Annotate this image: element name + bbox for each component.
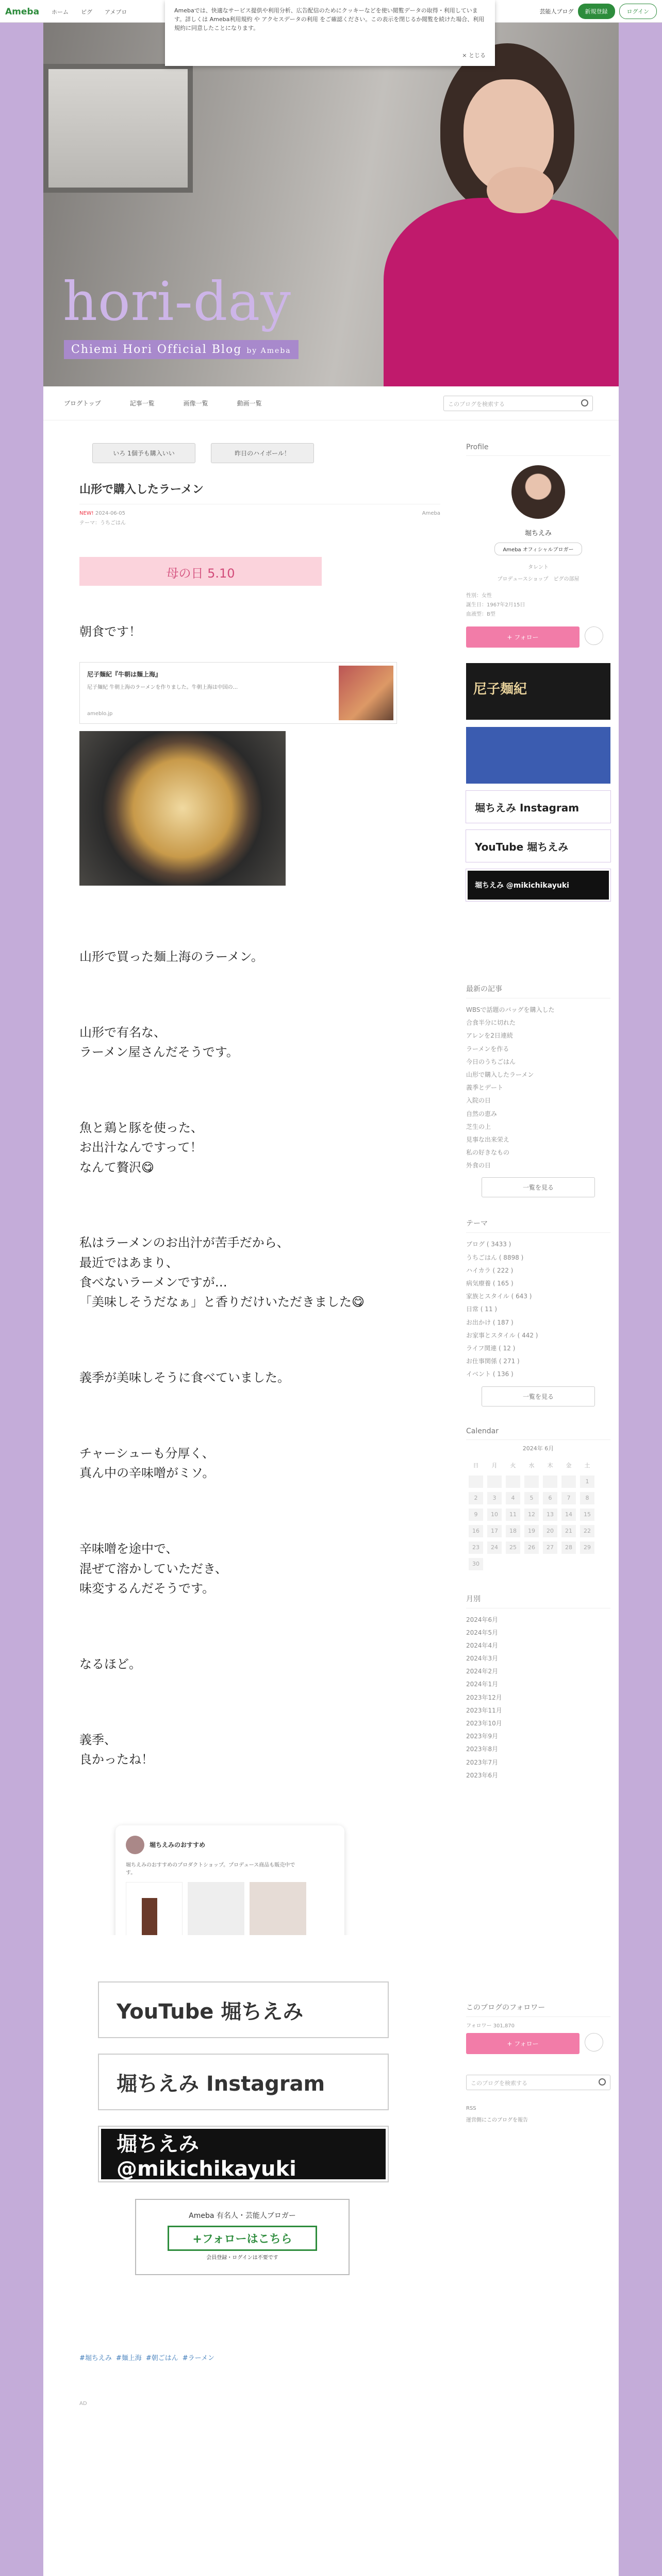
more-options-button[interactable] (585, 626, 603, 645)
follower-heading: このブログのフォロワー (466, 2002, 610, 2017)
para-6: 義季が美味しそうに食べていました。 (79, 1370, 290, 1385)
promo-title: Ameba 有名人・芸能人ブロガー (189, 2212, 296, 2220)
calendar-weekday: 水 (523, 1458, 540, 1473)
calendar-day[interactable]: 17 (486, 1523, 503, 1539)
calendar-day[interactable]: 6 (541, 1490, 559, 1506)
calendar-day[interactable]: 12 (523, 1507, 540, 1522)
article (79, 443, 440, 2001)
calendar-day[interactable]: 1 (578, 1474, 596, 1489)
recent-item-9[interactable]: 自然の恵み (466, 1110, 498, 1117)
cookie-text: Amebaでは、快適なサービス提供や利用分析、広告配信のためにクッキーなどを使い閲覧データの取得・利用しています。詳しくは Ameba利用規約 や アクセスデータの利用 をご確認ください。この表示を閉じるか閲覧を続けた場合、利用規約に同意したことになります。 (174, 7, 485, 32)
calendar-day[interactable]: 26 (523, 1540, 540, 1555)
archive-item-5[interactable]: 2024年2月 (466, 1668, 499, 1675)
prev-article-button[interactable]: いろ 1個予も購入いい (92, 443, 195, 463)
profile-info-birthday: 誕生日：1967年2月15日 (466, 602, 525, 608)
calendar-day[interactable]: 3 (486, 1490, 503, 1506)
calendar-weekday: 木 (541, 1458, 559, 1473)
blog-header[interactable] (43, 23, 619, 386)
main-content (43, 420, 619, 1935)
recommend-desc: 堀ちえみのおすすめのプロダクトショップ。プロデュース商品も販売中です。 (126, 1862, 295, 1876)
recent-item-6[interactable]: 山形で購入したラーメン (466, 1071, 534, 1078)
x-banner[interactable]: 堀ちえみ @mikichikayuki (99, 2127, 388, 2181)
signup-button[interactable]: 新規登録 (578, 4, 615, 19)
link-card[interactable] (79, 662, 397, 724)
side-x-banner[interactable]: 堀ちえみ @mikichikayuki (466, 869, 610, 901)
calendar-day[interactable]: 15 (578, 1507, 596, 1522)
archive-item-7[interactable]: 2023年12月 (466, 1693, 502, 1701)
para-8: 辛味噌を途中で、 混ぜて溶かしていただき、 味変するんだそうです。 (79, 1541, 228, 1596)
calendar-day[interactable]: 11 (504, 1507, 522, 1522)
report-link[interactable]: 運営側にこのブログを報告 (466, 2117, 528, 2123)
archive-item-13[interactable]: 2023年6月 (466, 1771, 499, 1779)
recent-item-11[interactable]: 見事な出来栄え (466, 1136, 510, 1143)
theme-item-2[interactable]: うちごはん ( 8898 ) (466, 1253, 524, 1261)
product-2[interactable] (188, 1882, 244, 1944)
recent-item-10[interactable]: 芝生の上 (466, 1123, 491, 1130)
para-1: 朝食です！ (79, 624, 141, 639)
recent-item-13[interactable]: 外食の日 (466, 1162, 491, 1170)
profile-avatar[interactable] (511, 465, 565, 519)
instagram-banner[interactable]: 堀ちえみ Instagram (99, 2055, 388, 2109)
tag-list (79, 2352, 214, 2362)
calendar-day[interactable]: 28 (560, 1540, 577, 1555)
theme-item-5[interactable]: 家族とスタイル ( 643 ) (466, 1293, 532, 1300)
recent-item-2[interactable]: 合食半分に切れた (466, 1019, 516, 1027)
nav-entry-list[interactable]: 記事一覧 (129, 400, 155, 407)
side-instagram-banner[interactable]: 堀ちえみ Instagram (466, 791, 610, 823)
calendar-heading: Calendar (466, 1427, 610, 1440)
calendar-weekday: 金 (560, 1458, 577, 1473)
themes-list (466, 1238, 610, 1381)
calendar-day[interactable]: 10 (486, 1507, 503, 1522)
calendar-day (467, 1474, 485, 1489)
new-badge: NEW! (79, 511, 94, 516)
article-lower (99, 1982, 460, 2275)
tag-4[interactable]: #ラーメン (182, 2354, 214, 2362)
product-3[interactable] (250, 1882, 306, 1944)
themes-more-button[interactable]: 一覧を見る (482, 1386, 595, 1406)
para-2: 山形で買った麺上海のラーメン。 (79, 949, 263, 964)
blog-nav (43, 386, 619, 420)
recent-item-8[interactable]: 入院の日 (466, 1097, 491, 1105)
share-link[interactable]: Ameba (422, 511, 440, 516)
link-card-title: 尼子麺紀『牛朝は麺上海』 (87, 671, 162, 679)
celebrity-blog-link[interactable]: 芸能人ブログ (539, 8, 574, 15)
cookie-close-button[interactable]: × とじる (462, 52, 486, 59)
recent-item-12[interactable]: 私の好きなもの (466, 1149, 510, 1157)
article-title: 山形で購入したラーメン (79, 483, 204, 496)
link-card-thumbnail (339, 666, 393, 720)
recent-item-3[interactable]: アレンを2日連続 (466, 1032, 513, 1040)
article-theme[interactable]: テーマ：うちごはん (79, 520, 126, 526)
calendar-day[interactable]: 5 (523, 1490, 540, 1506)
login-button[interactable]: ログイン (619, 4, 657, 19)
recent-item-4[interactable]: ラーメンを作る (466, 1045, 509, 1053)
calendar-day[interactable]: 9 (467, 1507, 485, 1522)
calendar-day[interactable]: 4 (504, 1490, 522, 1506)
archive-item-1[interactable]: 2024年6月 (466, 1616, 499, 1623)
recent-item-1[interactable]: WBSで話題のバッグを購入した (466, 1006, 555, 1013)
promo-note: 会員登録・ログインは不要です (206, 2255, 278, 2261)
search-icon[interactable] (599, 2078, 606, 2086)
lower-page (43, 1935, 619, 2576)
calendar-day[interactable]: 23 (467, 1540, 485, 1555)
archive-list (466, 1614, 610, 1782)
calendar-month: 2024年 6月 (522, 1445, 554, 1452)
theme-item-10[interactable]: お仕事関係 ( 271 ) (466, 1358, 520, 1365)
side-image-2[interactable] (466, 727, 610, 784)
ameba-follow-promo[interactable] (135, 2199, 350, 2275)
article-date: 2024-06-05 (95, 511, 126, 516)
calendar-day[interactable]: 30 (467, 1556, 485, 1572)
top-nav (52, 8, 127, 16)
blog-title: hori-day (63, 270, 292, 333)
para-5: 私はラーメンのお出汁が苦手だから、 最近ではあまり、 食べないラーメンですが… 「美味しそうだなぁ」と香りだけいただきました😋 (79, 1235, 365, 1310)
theme-item-11[interactable]: イベント ( 136 ) (466, 1370, 514, 1378)
recommend-avatar (126, 1836, 144, 1854)
profile-links[interactable]: プロデュースショップ ピグの部屋 (497, 577, 580, 582)
ramen-photo[interactable] (79, 731, 286, 886)
calendar-day[interactable]: 21 (560, 1523, 577, 1539)
calendar-day[interactable]: 29 (578, 1540, 596, 1555)
para-9: なるほど。 (79, 1656, 141, 1671)
calendar-day (541, 1474, 559, 1489)
promo-follow-label: +フォローはこちら (168, 2226, 317, 2251)
profile-info-blood: 血液型：B型 (466, 612, 495, 617)
calendar-day[interactable]: 25 (504, 1540, 522, 1555)
profile-name[interactable]: 堀ちえみ (524, 530, 552, 537)
header-window (43, 64, 193, 193)
calendar-day (504, 1474, 522, 1489)
blog-subtitle: Chiemi Hori Official Blog by Ameba (64, 340, 299, 359)
nav-blog-top[interactable]: ブログトップ (64, 400, 101, 407)
mothers-day-banner[interactable]: 母の日 5.10 (79, 557, 322, 586)
search-icon[interactable] (581, 399, 588, 406)
profile-follow-button[interactable]: + フォロー (466, 626, 580, 648)
calendar-day[interactable]: 20 (541, 1523, 559, 1539)
blog-search-input[interactable]: このブログを検索する (443, 396, 593, 411)
calendar-day (523, 1474, 540, 1489)
tag-2[interactable]: #麺上海 (115, 2354, 142, 2362)
next-article-button[interactable]: 昨日のハイボール！ (211, 443, 314, 463)
archive-item-4[interactable]: 2024年3月 (466, 1655, 499, 1663)
calendar-table (466, 1456, 597, 1573)
product-1[interactable] (126, 1882, 183, 1944)
calendar-day[interactable]: 7 (560, 1490, 577, 1506)
archive-item-10[interactable]: 2023年9月 (466, 1733, 499, 1740)
youtube-banner[interactable]: YouTube 堀ちえみ (99, 1982, 388, 2037)
archive-item-11[interactable]: 2023年8月 (466, 1745, 499, 1753)
calendar-day[interactable]: 16 (467, 1523, 485, 1539)
archive-item-9[interactable]: 2023年10月 (466, 1720, 502, 1727)
nav-ameblo[interactable]: アメブロ (105, 9, 127, 15)
nav-video-list[interactable]: 動画一覧 (237, 400, 262, 407)
nav-pigg[interactable]: ピグ (81, 9, 92, 15)
recent-item-7[interactable]: 義季とデート (466, 1084, 504, 1092)
link-card-desc: 尼子麺紀 牛朝上海のラーメンを作りました。牛朝上海は中国の... (87, 685, 238, 691)
theme-item-4[interactable]: 病気療養 ( 165 ) (466, 1280, 514, 1287)
calendar-day[interactable]: 2 (467, 1490, 485, 1506)
calendar-day[interactable]: 13 (541, 1507, 559, 1522)
para-3: 山形で有名な、 ラーメン屋さんだそうです。 (79, 1025, 239, 1059)
calendar-day (486, 1474, 503, 1489)
archive-item-2[interactable]: 2024年5月 (466, 1629, 499, 1636)
calendar-day[interactable]: 18 (504, 1523, 522, 1539)
archive-item-3[interactable]: 2024年4月 (466, 1641, 499, 1649)
link-card-site: ameblo.jp (87, 711, 113, 717)
nav-home[interactable]: ホーム (52, 9, 69, 15)
calendar-day[interactable]: 8 (578, 1490, 596, 1506)
para-7: チャーシューも分厚く、 真ん中の辛味噌がミソ。 (79, 1446, 215, 1481)
calendar-day (560, 1474, 577, 1489)
sidebar-lower (466, 2002, 610, 2123)
recent-more-button[interactable]: 一覧を見る (482, 1177, 595, 1197)
recent-heading: 最新の記事 (466, 984, 610, 998)
theme-item-6[interactable]: 日常 ( 11 ) (466, 1306, 498, 1313)
para-4: 魚と鶏と豚を使った、 お出汁なんですって！ なんて贅沢😋 (79, 1120, 203, 1175)
para-10: 義季、 良かったね！ (79, 1732, 154, 1767)
profile-heading: Profile (466, 443, 610, 456)
top-right (540, 4, 657, 19)
cookie-banner (165, 0, 495, 66)
archive-heading: 月別 (466, 1594, 610, 1608)
calendar-day[interactable]: 24 (486, 1540, 503, 1555)
nav-image-list[interactable]: 画像一覧 (183, 400, 208, 407)
theme-item-7[interactable]: お出かけ ( 187 ) (466, 1318, 514, 1326)
header-portrait (353, 43, 619, 386)
recent-item-5[interactable]: 今日のうちごはん (466, 1058, 516, 1065)
recent-list (466, 1004, 610, 1172)
calendar-day[interactable]: 27 (541, 1540, 559, 1555)
profile-job: タレント (528, 565, 549, 570)
lower-search-input[interactable]: このブログを検索する (466, 2075, 610, 2090)
follower-follow-button[interactable]: + フォロー (466, 2033, 580, 2054)
calendar-day[interactable]: 19 (523, 1523, 540, 1539)
theme-item-8[interactable]: お家事とスタイル ( 442 ) (466, 1331, 538, 1339)
tag-1[interactable]: #堀ちえみ (79, 2354, 112, 2362)
archive-item-8[interactable]: 2023年11月 (466, 1706, 502, 1714)
ameba-logo[interactable]: Ameba (5, 7, 40, 17)
calendar-day[interactable]: 22 (578, 1523, 596, 1539)
theme-item-9[interactable]: ライフ関連 ( 12 ) (466, 1344, 516, 1352)
archive-item-6[interactable]: 2024年1月 (466, 1681, 499, 1688)
ad-label: AD (79, 2401, 87, 2406)
rss-link[interactable]: RSS (466, 2106, 476, 2111)
themes-heading: テーマ (466, 1218, 610, 1233)
calendar-weekday: 火 (504, 1458, 522, 1473)
side-youtube-banner[interactable]: YouTube 堀ちえみ (466, 830, 610, 862)
follower-count: フォロワー 301,870 (466, 2023, 515, 2029)
theme-item-1[interactable]: ブログ ( 3433 ) (466, 1241, 511, 1248)
tag-3[interactable]: #朝ごはん (145, 2354, 178, 2362)
archive-item-12[interactable]: 2023年7月 (466, 1758, 499, 1766)
calendar-weekday: 土 (578, 1458, 596, 1473)
recommend-title: 堀ちえみのおすすめ (150, 1841, 206, 1849)
sidebar (466, 443, 610, 1782)
theme-item-3[interactable]: ハイカラ ( 222 ) (466, 1266, 514, 1274)
calendar-weekday: 月 (486, 1458, 503, 1473)
calendar-weekday: 日 (467, 1458, 485, 1473)
profile-info-gender: 性別：女性 (466, 593, 492, 599)
official-badge: Ameba オフィシャルブロガー (494, 543, 582, 555)
side-image-1[interactable]: 尼子麺紀 (466, 663, 610, 720)
follower-more-button[interactable] (585, 2033, 603, 2052)
calendar-day[interactable]: 14 (560, 1507, 577, 1522)
